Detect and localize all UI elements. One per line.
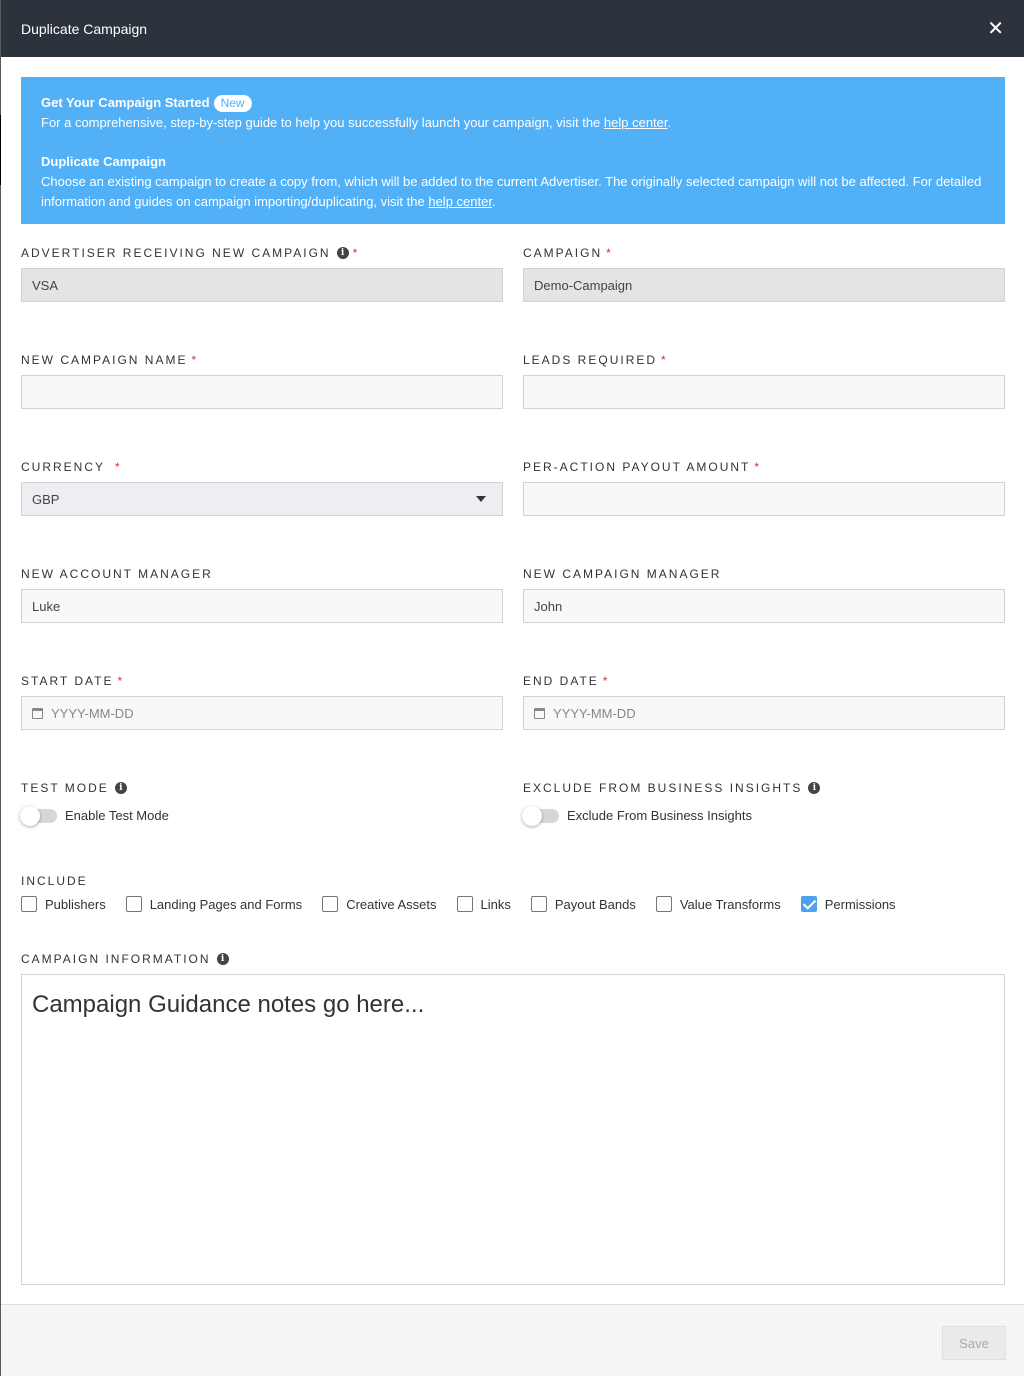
end-date-input[interactable] — [523, 696, 1005, 730]
modal-header — [1, 0, 1024, 57]
payout-amount-input[interactable] — [523, 482, 1005, 516]
campaign-manager-field — [523, 567, 1005, 623]
banner-duplicate-text: Choose an existing campaign to create a copy from, which will be added to the current Advertiser. The originally selected campaign will not be affected. For detailed information and guides on campaign importing/duplicating, visit the — [41, 174, 982, 209]
modal-footer — [1, 1304, 1024, 1376]
campaign-field — [523, 246, 1005, 302]
end-date-placeholder: YYYY-MM-DD — [553, 705, 636, 721]
include-publishers[interactable] — [21, 896, 106, 912]
info-icon[interactable]: i — [808, 782, 820, 794]
leads-required-input[interactable] — [523, 375, 1005, 409]
banner-period-2: . — [491, 194, 496, 209]
start-date-placeholder: YYYY-MM-DD — [51, 705, 134, 721]
duplicate-campaign-modal — [1, 0, 1024, 1376]
checkbox-label: Links — [480, 896, 511, 912]
include-checkbox-list — [21, 896, 1005, 912]
checkbox-label: Landing Pages and Forms — [149, 896, 303, 912]
test-mode-toggle-label: Enable Test Mode — [65, 808, 169, 823]
include-section — [21, 874, 1005, 912]
required-marker: * — [117, 674, 123, 688]
campaign-manager-value: John — [534, 598, 563, 614]
test-mode-label: TEST MODE — [21, 781, 109, 795]
required-marker: * — [602, 674, 608, 688]
leads-required-field — [523, 353, 1005, 409]
checkbox[interactable] — [531, 896, 547, 912]
payout-amount-field — [523, 460, 1005, 516]
checkbox-label: Value Transforms — [679, 896, 781, 912]
new-campaign-name-input[interactable] — [21, 375, 503, 409]
toggle-knob — [522, 806, 542, 826]
help-center-link[interactable]: help center — [603, 115, 668, 130]
help-center-link-2[interactable]: help center — [428, 194, 492, 209]
start-date-input[interactable] — [21, 696, 503, 730]
account-manager-input[interactable] — [21, 589, 503, 623]
exclude-insights-toggle-label: Exclude From Business Insights — [567, 808, 752, 823]
include-label: INCLUDE — [21, 874, 88, 888]
include-payout-bands[interactable] — [531, 896, 636, 912]
checkbox[interactable] — [21, 896, 37, 912]
checkbox-label: Permissions — [824, 896, 896, 912]
include-links[interactable] — [457, 896, 511, 912]
info-banner — [21, 77, 1005, 224]
calendar-icon — [32, 708, 43, 719]
campaign-information-text: Campaign Guidance notes go here... — [32, 991, 425, 1018]
test-mode-toggle[interactable] — [21, 809, 57, 823]
checkbox[interactable] — [322, 896, 338, 912]
new-badge: New — [214, 95, 252, 112]
account-manager-label: NEW ACCOUNT MANAGER — [21, 567, 213, 581]
required-marker: * — [754, 460, 760, 474]
checkbox-label: Payout Bands — [554, 896, 636, 912]
exclude-insights-field — [523, 781, 1005, 823]
campaign-manager-label: NEW CAMPAIGN MANAGER — [523, 567, 722, 581]
checkbox-label: Publishers — [45, 896, 106, 912]
start-date-label: START DATE — [21, 674, 114, 688]
banner-duplicate-title: Duplicate Campaign — [41, 154, 166, 169]
required-marker: * — [606, 246, 611, 260]
payout-amount-label: PER-ACTION PAYOUT AMOUNT — [523, 460, 751, 474]
caret-down-icon — [476, 496, 486, 502]
info-icon[interactable]: i — [217, 953, 229, 965]
new-campaign-name-field — [21, 353, 503, 409]
banner-started-title: Get Your Campaign Started — [41, 95, 210, 110]
toggle-knob — [20, 806, 40, 826]
include-landing-pages[interactable] — [126, 896, 302, 912]
campaign-information-label: CAMPAIGN INFORMATION — [21, 952, 211, 966]
save-button[interactable]: Save — [942, 1326, 1006, 1360]
campaign-information-section — [21, 952, 1005, 1285]
include-creative-assets[interactable] — [322, 896, 436, 912]
banner-started-text: For a comprehensive, step-by-step guide to help you successfully launch your campaign, visit the — [41, 115, 604, 130]
advertiser-label: ADVERTISER RECEIVING NEW CAMPAIGN — [21, 246, 331, 260]
checkbox[interactable] — [126, 896, 142, 912]
checkbox-label: Creative Assets — [346, 896, 437, 912]
end-date-label: END DATE — [523, 674, 599, 688]
close-icon[interactable]: ✕ — [987, 17, 1004, 40]
campaign-input — [523, 268, 1005, 302]
account-manager-value: Luke — [32, 598, 61, 614]
advertiser-value: VSA — [32, 277, 59, 293]
new-campaign-name-label: NEW CAMPAIGN NAME — [21, 353, 188, 367]
currency-label: CURRENCY — [21, 460, 106, 474]
checkbox[interactable] — [656, 896, 672, 912]
include-permissions[interactable] — [801, 896, 896, 912]
test-mode-field — [21, 781, 503, 823]
end-date-field — [523, 674, 1005, 730]
banner-period: . — [667, 115, 672, 130]
required-marker: * — [115, 460, 120, 474]
exclude-insights-label: EXCLUDE FROM BUSINESS INSIGHTS — [523, 781, 803, 795]
info-icon[interactable]: i — [337, 247, 349, 259]
advertiser-field — [21, 246, 503, 302]
exclude-insights-toggle[interactable] — [523, 809, 559, 823]
start-date-field — [21, 674, 503, 730]
campaign-information-editor[interactable] — [21, 974, 1005, 1285]
checkbox[interactable] — [801, 896, 817, 912]
campaign-manager-input[interactable] — [523, 589, 1005, 623]
required-marker: * — [352, 246, 358, 260]
currency-select[interactable] — [21, 482, 503, 516]
required-marker: * — [661, 353, 666, 367]
currency-value: GBP — [32, 491, 60, 507]
modal-title: Duplicate Campaign — [21, 20, 148, 37]
info-icon[interactable]: i — [115, 782, 127, 794]
account-manager-field — [21, 567, 503, 623]
required-marker: * — [191, 353, 197, 367]
checkbox[interactable] — [457, 896, 473, 912]
leads-required-label: LEADS REQUIRED — [523, 353, 658, 367]
include-value-transforms[interactable] — [656, 896, 781, 912]
campaign-label: CAMPAIGN — [523, 246, 603, 260]
advertiser-input — [21, 268, 503, 302]
calendar-icon — [534, 708, 545, 719]
currency-field — [21, 460, 503, 516]
campaign-value: Demo-Campaign — [534, 277, 633, 293]
